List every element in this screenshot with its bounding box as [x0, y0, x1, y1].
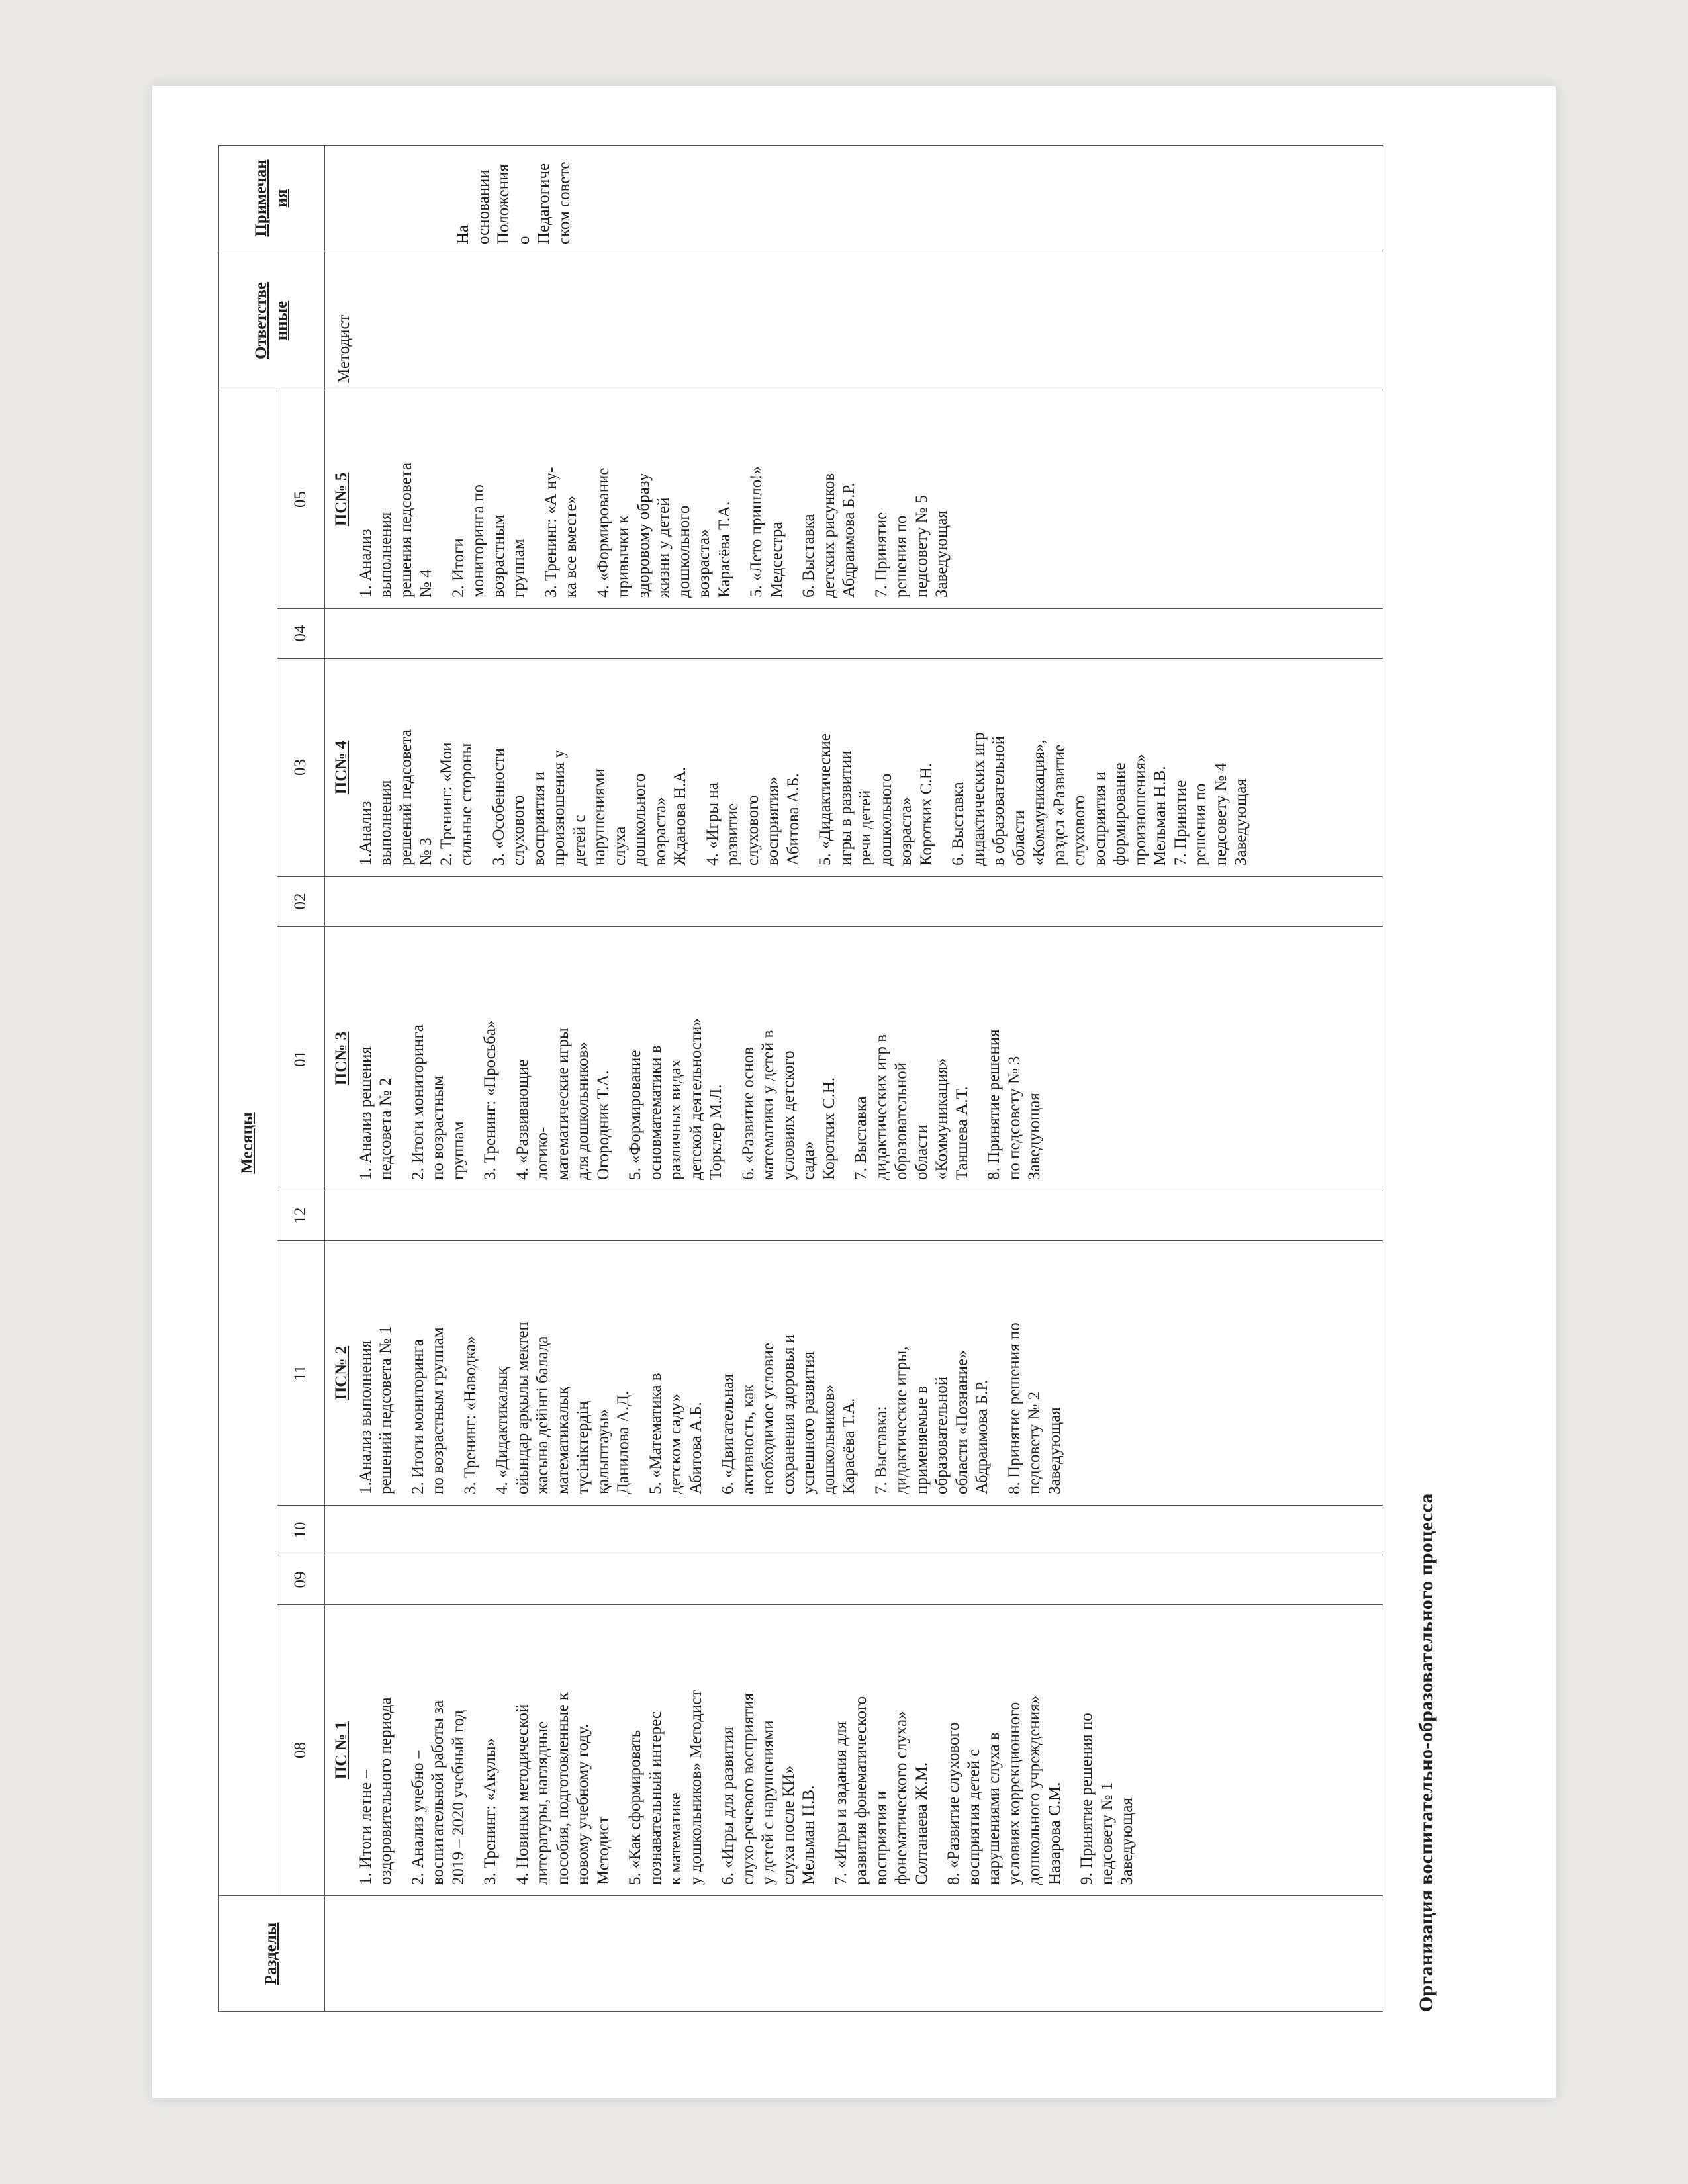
notes-cell — [325, 146, 1383, 251]
agenda-item: 3. «Особенности слухового восприятия и произношения у детей с нарушениями слуха дошкольного возраста» Жданова Н.А. — [489, 748, 689, 866]
agenda-item: 4. «Формирование привычки к здоровому образу жизни у детей дошкольного возраста» Карасёва Т.А. — [594, 467, 733, 598]
agenda-item: 3. Тренинг: «Наводка» — [461, 1336, 479, 1494]
month-01-cell — [325, 927, 1383, 1191]
month-header: 01 — [277, 927, 325, 1191]
agenda-item: 7. Выставка: дидактические игры, применяемые в образовательной области «Познание» Абдраимова Б.Р. — [872, 1346, 991, 1494]
month-header: 11 — [277, 1241, 325, 1506]
agenda-item: 2. Итоги мониторинга по возрастным группам — [408, 1024, 467, 1180]
document-title: Организация воспитательно-образовательного процесса — [1415, 1493, 1437, 2012]
agenda-item: 5. «Дидактические игры в развитии речи детей дошкольного возраста» Коротких С.Н. — [816, 733, 935, 866]
plan-table — [218, 145, 1383, 2012]
agenda-item: 8. «Развитие слухового восприятия детей с нарушениями слуха в условиях коррекционного дошкольного учреждения» Назарова С.М. — [945, 1695, 1064, 1885]
agenda-item: 1. Анализ выполнения решения педсовета № 4 — [356, 463, 435, 598]
agenda-item: 2. Итоги мониторинга по возрастным группам — [449, 484, 528, 598]
agenda-item: 1.Анализ выполнения решений педсовета № 1 — [356, 1326, 395, 1494]
agenda-item: 6. Выставка дидактических игр в образовательной области «Коммуникация», раздел «Развитие слухового восприятия и формирование произношения» Мельман Н.В. 7. Принятие решения по педсовету № 4 Заведующая — [949, 732, 1250, 866]
sections-cell — [325, 1896, 1383, 2012]
agenda-item: 5. «Как сформировать познавательный интерес к математике у дошкольников» Методист — [626, 1690, 705, 1885]
council-title: ПС№ 3 — [332, 1031, 350, 1086]
agenda-item: 5. «Лето пришло!» Медсестра — [747, 465, 786, 598]
responsible-value: Методист — [335, 314, 353, 383]
agenda-item: 4. «Игры на развитие слухового восприятия» Абитова А.Б. — [703, 773, 802, 866]
council-title: ПС№ 5 — [332, 472, 350, 527]
agenda-item: 7. Принятие решения по педсовету № 5 Заведующая — [872, 494, 951, 598]
month-header: 10 — [277, 1506, 325, 1555]
month-11-cell — [325, 1241, 1383, 1506]
agenda-item: 7. Выставка дидактических игр в образовательной области «Коммуникация» Таншева А.Т. — [852, 1034, 971, 1180]
agenda-item: 6. «Двигательная активность, как необходимое условие сохранения здоровья и успешного развития дошкольников» Карасёва Т.А. — [719, 1334, 858, 1494]
council-title: ПС№ 2 — [332, 1345, 350, 1400]
month-header: 04 — [277, 609, 325, 659]
agenda-item: 3. Тренинг: «Акулы» — [481, 1737, 499, 1885]
agenda-item: 9. Принятие решения по педсовету № 1 Заведующая — [1078, 1713, 1136, 1885]
agenda-item: 2. Анализ учебно – воспитательной работы за 2019 – 2020 учебный год — [408, 1700, 467, 1885]
notes-value: На основании Положения о Педагогиче ском совете — [454, 161, 573, 244]
agenda-item: 1.Анализ выполнения решений педсовета № 3 2. Тренинг: «Мои сильные стороны — [356, 729, 475, 866]
rotated-sheet — [199, 146, 1509, 2065]
agenda-item: 4. «Развивающие логико- математические игры для дошкольников» Огородник Т.А. — [513, 1028, 612, 1180]
month-header: 03 — [277, 659, 325, 877]
month-04-cell — [325, 609, 1383, 659]
scanned-page — [152, 86, 1556, 2098]
month-05-cell — [325, 390, 1383, 609]
agenda-item: 8. Принятие решения по педсовету № 2 Заведующая — [1005, 1322, 1064, 1494]
responsible-cell — [325, 251, 1383, 390]
month-02-cell — [325, 877, 1383, 927]
header-notes: Примечан ия — [219, 146, 325, 251]
month-header: 09 — [277, 1555, 325, 1605]
agenda-item: 6. «Игры для развития слухо-речевого восприятия у детей с нарушениями слуха после КИ» Мельман Н.В. — [719, 1692, 818, 1885]
header-months: Месяцы — [219, 390, 277, 1896]
agenda-item: 7. «Игры и задания для развития фонематического восприятия и фонематического слуха» Солтанаева Ж.М. — [831, 1696, 931, 1885]
month-09-cell — [325, 1555, 1383, 1605]
agenda-item: 3. Тренинг: «А ну- ка все вместе» — [541, 467, 580, 598]
month-12-cell — [325, 1191, 1383, 1241]
agenda-item: 5. «Формирование основматематики в различных видах детской деятельности» Торклер М.Л. — [626, 1018, 725, 1180]
agenda-item: 5. «Математика в детском саду» Абитова А.Б. — [646, 1373, 705, 1494]
month-header: 08 — [277, 1605, 325, 1896]
header-responsible: Ответстве нные — [219, 251, 325, 390]
council-title: ПС№ 4 — [332, 740, 350, 795]
agenda-item: 1. Итоги летне – оздоровительного периода — [356, 1697, 395, 1885]
month-header: 05 — [277, 390, 325, 609]
agenda-item: 8. Принятие решения по педсовету № 3 Заведующая — [985, 1029, 1043, 1180]
agenda-item: 4. «Дидактикалық ойындар арқылы мектеп жасына дейінгі балада математикалық түсініктердің қалыптауы» Данилова А.Д. — [493, 1322, 632, 1494]
agenda-item: 2. Итоги мониторинга по возрастным группам — [408, 1327, 447, 1494]
month-03-cell — [325, 659, 1383, 877]
month-08-cell — [325, 1605, 1383, 1896]
month-header: 12 — [277, 1191, 325, 1241]
month-10-cell — [325, 1506, 1383, 1555]
header-sections: Разделы — [219, 1896, 325, 2012]
council-title: ПС № 1 — [332, 1721, 350, 1780]
month-header: 02 — [277, 877, 325, 927]
agenda-item: 3. Тренинг: «Просьба» — [481, 1020, 499, 1180]
agenda-item: 6. «Развитие основ математики у детей в условиях детского сада» Коротких С.Н. — [739, 1030, 838, 1180]
agenda-item: 6. Выставка детских рисунков Абдраимова Б.Р. — [800, 473, 858, 598]
agenda-item: 1. Анализ решения педсовета № 2 — [356, 1046, 395, 1180]
agenda-item: 4. Новинки методической литературы, наглядные пособия, подготовленные к новому учебному году. Методист — [513, 1692, 612, 1885]
